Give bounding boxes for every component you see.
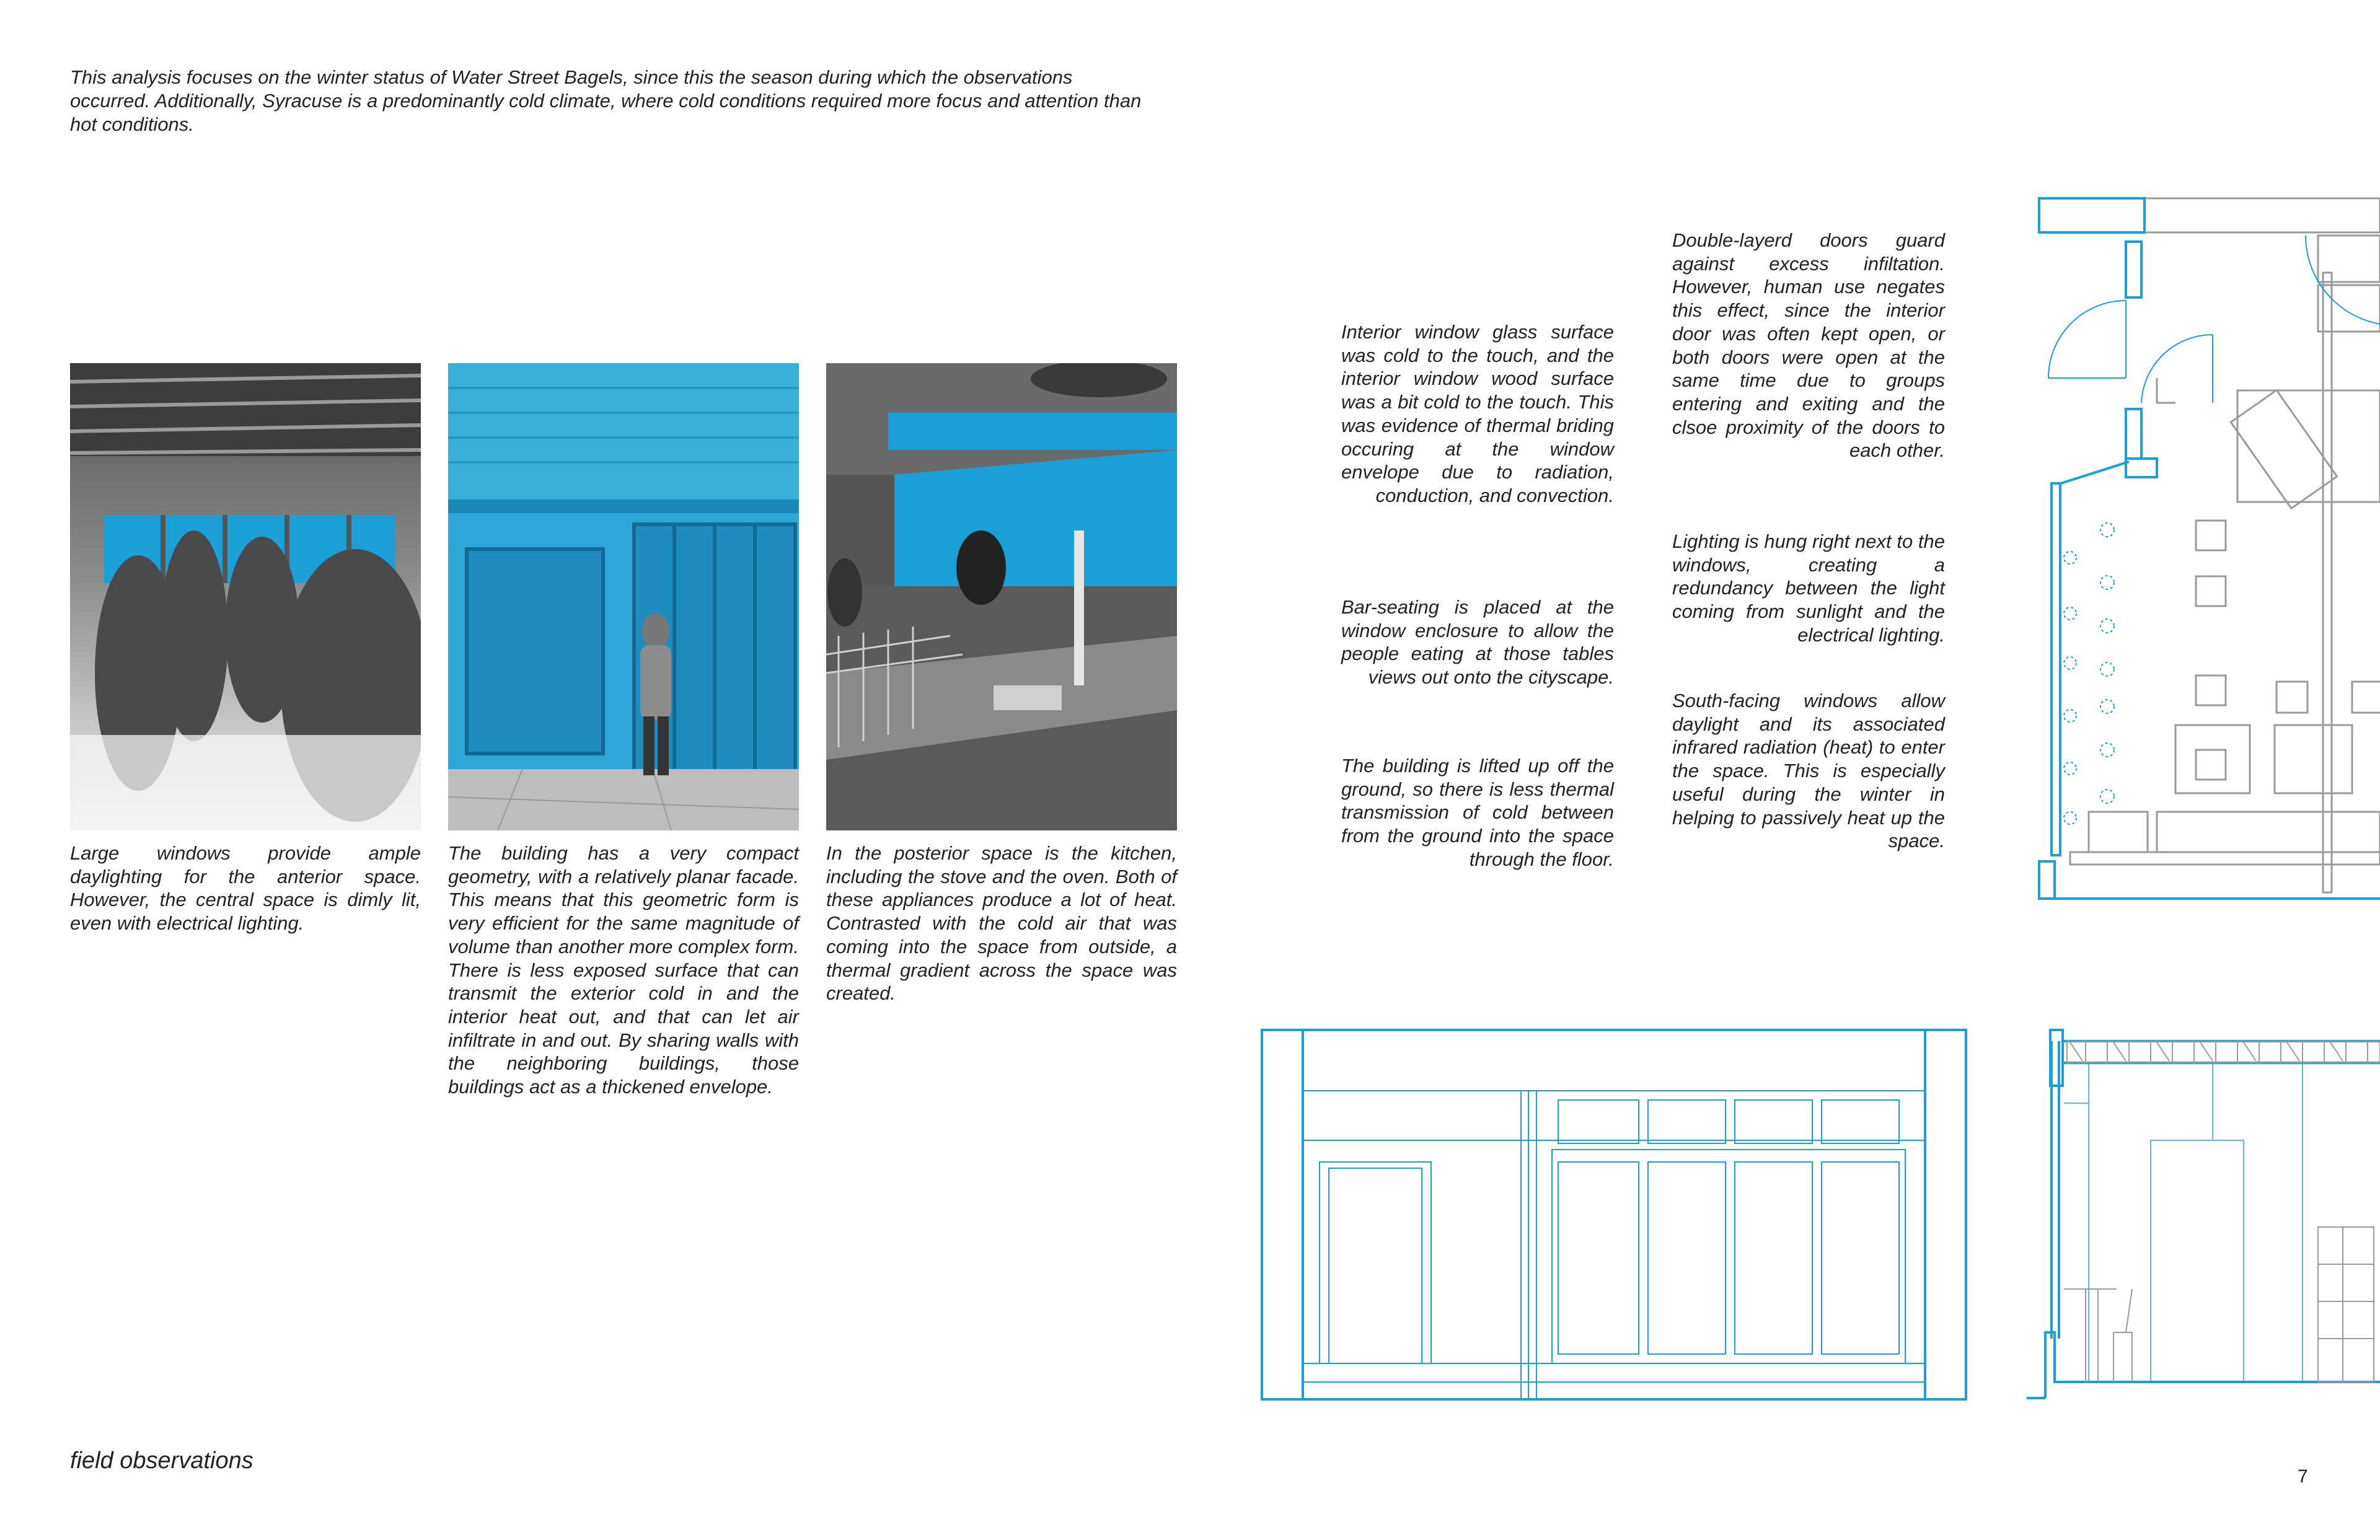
note-lifted-building: The building is lifted up off the ground, so there is less thermal transmission of cold between from the ground into the space through the floor.: [1341, 755, 1614, 870]
photo-kitchen: [826, 363, 1177, 830]
facade-elevation-drawing: [1261, 1029, 1967, 1401]
photo-storefront-facade: [448, 363, 799, 830]
caption-compact-geometry: The building has a very compact geometry, with a relatively planar facade. This means that this geometric form is very efficient for the same magnitude of volume than another more complex form. There is less exposed surface that can transmit the exterior cold in and the interior heat out, and that can let air infiltrate in and out. By sharing walls with the neighboring buildings, those buildings act as a thickened envelope.: [448, 842, 799, 1098]
building-section-drawing: [2027, 1029, 2380, 1401]
page-number: 7: [2298, 1466, 2308, 1487]
note-bar-seating: Bar-seating is placed at the window enclosure to allow the people eating at those tables views out onto the cityscape.: [1341, 596, 1614, 689]
floor-plan-drawing: [2027, 192, 2380, 905]
intro-paragraph: This analysis focuses on the winter status of Water Street Bagels, since this the season during which the observations occurred. Additionally, Syracuse is a predominantly cold climate, where cold conditions required more focus and attention than hot conditions.: [70, 66, 1142, 135]
note-window-thermal-bridging: Interior window glass surface was cold to the touch, and the interior window wood surface was a bit cold to the touch. This was evidence of thermal briding occuring at the window envelope due to radiation, conduction, and convection.: [1341, 321, 1614, 506]
photo-interior-windows: [70, 363, 421, 830]
caption-kitchen-heat: In the posterior space is the kitchen, including the stove and the oven. Both of these appliances produce a lot of heat. Contrasted with the cold air that was coming into the space from outside, a thermal gradient across the space was created.: [826, 842, 1177, 1005]
note-double-doors: Double-layerd doors guard against excess infiltation. However, human use negates this effect, since the interior door was often kept open, or both doors were open at the same time due to groups entering and exiting and the clsoe proximity of the doors to each other.: [1672, 229, 1945, 462]
note-hung-lighting: Lighting is hung right next to the windows, creating a redundancy between the light coming from sunlight and the electrical lighting.: [1672, 530, 1945, 646]
caption-daylighting: Large windows provide ample daylighting for the anterior space. However, the central space is dimly lit, even with electrical lighting.: [70, 842, 421, 935]
note-south-windows: South-facing windows allow daylight and its associated infrared radiation (heat) to enter the space. This is especially useful during the winter in helping to passively heat up the space.: [1672, 690, 1945, 852]
footer-label: field observations: [70, 1448, 253, 1474]
